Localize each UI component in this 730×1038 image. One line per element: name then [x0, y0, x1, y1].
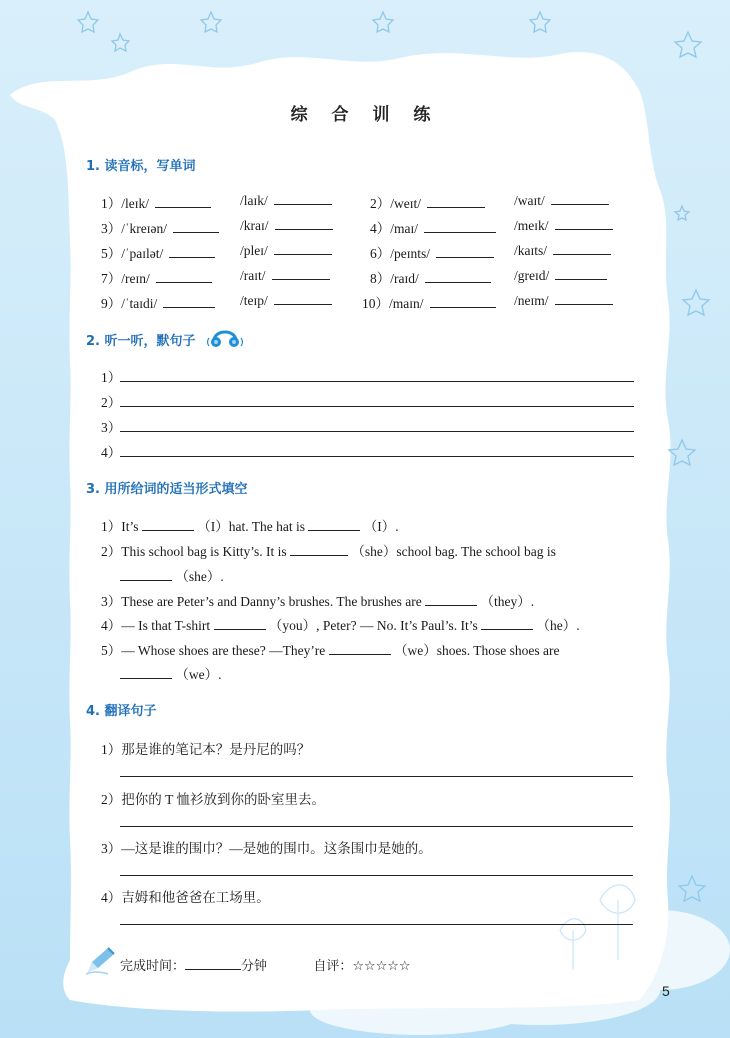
item-number: 1） [101, 519, 122, 534]
item-number: 5） [101, 246, 122, 261]
translation-line[interactable] [120, 776, 633, 777]
time-label: 完成时间： [120, 959, 186, 974]
answer-blank[interactable] [555, 292, 613, 305]
sentence-text: （they）. [480, 594, 535, 609]
phonetic: /kaɪts/ [514, 243, 547, 258]
phonetic: /raɪt/ [240, 268, 266, 283]
sentence-text: （she）school bag. The school bag is [351, 544, 556, 559]
item-number: 6） [370, 246, 391, 261]
section-1-heading: 1. 读音标，写单词 [86, 159, 196, 174]
answer-blank[interactable] [275, 217, 333, 230]
fill-sentence-4 [101, 614, 580, 634]
fill-sentence-3 [101, 590, 534, 610]
sentence-text: （you）, Peter? — No. It’s Paul’s. It’s [268, 618, 478, 633]
translate-item [101, 788, 325, 808]
item-number: 2） [101, 395, 122, 410]
item-number: 9） [101, 296, 122, 311]
phonetic: /waɪt/ [514, 193, 545, 208]
phonetic-item [101, 292, 215, 312]
chinese-sentence: 吉姆和他爸爸在工场里。 [121, 890, 270, 905]
phonetic: /ˈtaɪdi/ [121, 296, 158, 311]
translate-item [101, 837, 432, 857]
phonetic-item [101, 267, 212, 287]
sentence-text: （she）. [175, 569, 224, 584]
item-number: 1） [101, 370, 122, 385]
phonetic-item [514, 267, 607, 284]
phonetic: /meɪk/ [514, 218, 549, 233]
phonetic-item [101, 242, 215, 262]
chinese-sentence: 把你的 T 恤衫放到你的卧室里去。 [121, 792, 326, 807]
answer-blank[interactable] [425, 270, 491, 283]
item-number: 2） [101, 544, 122, 559]
answer-blank[interactable] [173, 220, 219, 233]
fill-sentence-2-cont [120, 565, 224, 585]
fill-sentence-2 [101, 540, 556, 560]
self-rating: 自评：☆☆☆☆☆ [313, 959, 411, 974]
fill-sentence-5-cont [120, 663, 222, 683]
translation-line[interactable] [120, 826, 633, 827]
translate-item [101, 886, 270, 906]
phonetic-item [370, 267, 491, 287]
answer-blank[interactable] [274, 192, 332, 205]
section-3-heading: 3. 用所给词的适当形式填空 [86, 482, 248, 497]
item-number: 7） [101, 271, 122, 286]
item-number: 3） [101, 221, 122, 236]
dictation-line[interactable] [120, 381, 634, 382]
item-number: 4） [370, 221, 391, 236]
answer-blank[interactable] [553, 242, 611, 255]
item-number: 4） [101, 890, 122, 905]
sentence-text: （I）hat. The hat is [197, 519, 305, 534]
answer-blank[interactable] [120, 666, 172, 679]
chinese-sentence: 那是谁的笔记本？是丹尼的吗？ [121, 742, 311, 757]
answer-blank[interactable] [290, 543, 348, 556]
phonetic: /maɪn/ [389, 296, 424, 311]
sentence-text: （he）. [536, 618, 580, 633]
item-number: 1） [101, 742, 122, 757]
phonetic-item [240, 292, 332, 309]
sentence-text: （we）. [175, 667, 222, 682]
sentence-text: （we）shoes. Those shoes are [394, 643, 560, 658]
phonetic-item [370, 242, 494, 262]
translation-line[interactable] [120, 924, 633, 925]
answer-blank[interactable] [329, 642, 391, 655]
time-blank[interactable] [185, 957, 241, 970]
page-number: 5 [662, 983, 670, 999]
answer-blank[interactable] [274, 292, 332, 305]
answer-blank[interactable] [427, 195, 485, 208]
dictation-line[interactable] [120, 406, 634, 407]
answer-blank[interactable] [425, 593, 477, 606]
phonetic-item [514, 192, 609, 209]
phonetic-item [370, 192, 485, 212]
phonetic-item [101, 217, 219, 237]
item-number: 4） [101, 445, 122, 460]
phonetic: /peɪnts/ [390, 246, 430, 261]
phonetic-item [240, 192, 332, 209]
fill-sentence-1 [101, 515, 399, 535]
footer [120, 955, 411, 974]
answer-blank[interactable] [214, 617, 266, 630]
fill-sentence-5 [101, 639, 560, 659]
item-number: 5） [101, 643, 122, 658]
phonetic: /neɪm/ [514, 293, 549, 308]
phonetic-item [514, 217, 613, 234]
item-number: 3） [101, 841, 122, 856]
phonetic-item [362, 292, 496, 312]
item-number: 10） [362, 296, 389, 311]
phonetic: /reɪn/ [121, 271, 150, 286]
answer-blank[interactable] [120, 568, 172, 581]
answer-blank[interactable] [155, 195, 211, 208]
translation-line[interactable] [120, 875, 633, 876]
section-4-heading: 4. 翻译句子 [86, 704, 157, 719]
phonetic-item [514, 242, 611, 259]
chinese-sentence: —这是谁的围巾？—是她的围巾。这条围巾是她的。 [121, 841, 432, 856]
answer-blank[interactable] [555, 217, 613, 230]
item-number: 2） [370, 196, 391, 211]
sentence-text: It’s [121, 519, 139, 534]
answer-blank[interactable] [156, 270, 212, 283]
phonetic: /pleɪ/ [240, 243, 268, 258]
answer-blank[interactable] [430, 295, 496, 308]
phonetic-item [240, 242, 332, 259]
item-number: 3） [101, 594, 122, 609]
item-number: 2） [101, 792, 122, 807]
item-number: 8） [370, 271, 391, 286]
dictation-line[interactable] [120, 456, 634, 457]
answer-blank[interactable] [142, 518, 194, 531]
phonetic-item [240, 217, 333, 234]
phonetic-item [370, 217, 496, 237]
sentence-text: — Whose shoes are these? —They’re [121, 643, 326, 658]
phonetic: /kraɪ/ [240, 218, 269, 233]
sentence-text: This school bag is Kitty’s. It is [121, 544, 287, 559]
answer-blank[interactable] [436, 245, 494, 258]
answer-blank[interactable] [169, 245, 215, 258]
phonetic: /weɪt/ [390, 196, 421, 211]
pencil-icon [84, 946, 116, 976]
phonetic: /ˈkreɪən/ [121, 221, 167, 236]
phonetic: /teɪp/ [240, 293, 268, 308]
headphones-icon [206, 323, 244, 351]
page-title: 综 合 训 练 [290, 105, 440, 125]
phonetic: /maɪ/ [390, 221, 418, 236]
minutes-label: 分钟 [241, 959, 268, 974]
sentence-text: — Is that T-shirt [121, 618, 211, 633]
translate-item [101, 738, 310, 758]
answer-blank[interactable] [272, 267, 330, 280]
answer-blank[interactable] [274, 242, 332, 255]
item-number: 3） [101, 420, 122, 435]
item-number: 4） [101, 618, 122, 633]
answer-blank[interactable] [424, 220, 496, 233]
answer-blank[interactable] [308, 518, 360, 531]
phonetic-item [240, 267, 330, 284]
phonetic: /raɪd/ [390, 271, 419, 286]
sentence-text: These are Peter’s and Danny’s brushes. The brushes are [121, 594, 422, 609]
phonetic: /ˈpaɪlət/ [121, 246, 164, 261]
answer-blank[interactable] [551, 192, 609, 205]
phonetic-item [101, 192, 211, 212]
phonetic: /leɪk/ [121, 196, 149, 211]
answer-blank[interactable] [163, 295, 215, 308]
phonetic: /greɪd/ [514, 268, 550, 283]
item-number: 1） [101, 196, 122, 211]
section-2-heading: 2. 听一听，默句子 [86, 334, 196, 349]
answer-blank[interactable] [555, 267, 607, 280]
dictation-line[interactable] [120, 431, 634, 432]
phonetic-item [514, 292, 613, 309]
sentence-text: （I）. [363, 519, 399, 534]
answer-blank[interactable] [481, 617, 533, 630]
phonetic: /laɪk/ [240, 193, 268, 208]
